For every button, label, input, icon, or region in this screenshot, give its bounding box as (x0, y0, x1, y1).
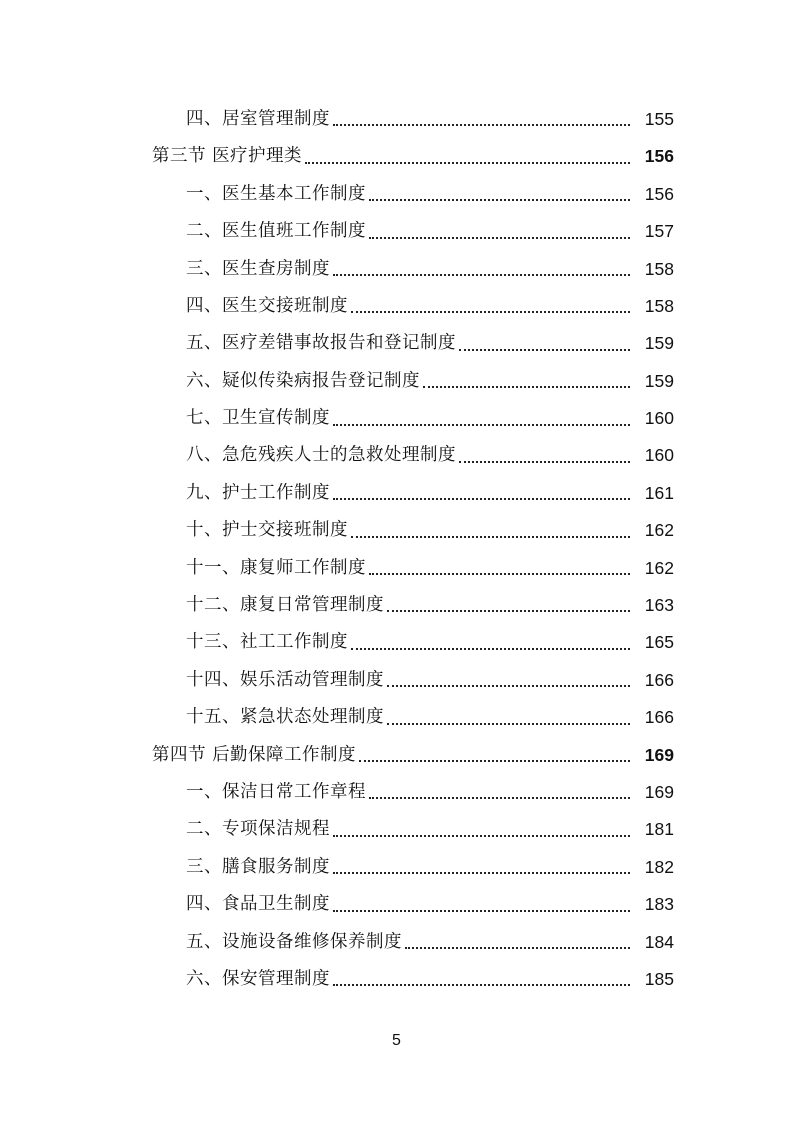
toc-entry-title: 十四、娱乐活动管理制度 (186, 669, 384, 690)
toc-dot-leader (387, 609, 630, 612)
toc-entry[interactable] (0, 849, 793, 886)
toc-entry-page-number: 162 (644, 520, 674, 541)
toc-entry-title: 十、护士交接班制度 (186, 520, 348, 541)
toc-entry[interactable] (0, 624, 793, 661)
toc-entry-page-number: 169 (644, 781, 674, 802)
toc-entry-page-number: 166 (644, 669, 674, 690)
toc-entry-title: 六、保安管理制度 (186, 968, 330, 989)
toc-entry-page-number: 158 (644, 258, 674, 279)
toc-entry[interactable] (0, 961, 793, 998)
toc-entry-title: 四、医生交接班制度 (186, 295, 348, 316)
toc-entry[interactable] (0, 213, 793, 250)
toc-entry[interactable] (0, 101, 793, 138)
toc-entry-title: 七、卫生宣传制度 (186, 408, 330, 429)
toc-entry-page-number: 158 (644, 295, 674, 316)
toc-dot-leader (387, 722, 630, 725)
toc-entry-title: 一、医生基本工作制度 (186, 183, 366, 204)
toc-entry-title: 九、护士工作制度 (186, 482, 330, 503)
toc-dot-leader (351, 647, 630, 650)
toc-entry-page-number: 159 (644, 333, 674, 354)
toc-section-entry[interactable] (0, 138, 793, 175)
toc-dot-leader (423, 385, 630, 388)
toc-entry-title: 十三、社工工作制度 (186, 632, 348, 653)
toc-entry-title: 第四节 后勤保障工作制度 (152, 744, 357, 765)
toc-entry-page-number: 159 (644, 370, 674, 391)
toc-entry-title: 十一、康复师工作制度 (186, 557, 366, 578)
toc-entry[interactable] (0, 176, 793, 213)
toc-entry-title: 三、医生查房制度 (186, 258, 330, 279)
toc-entry[interactable] (0, 662, 793, 699)
toc-entry[interactable] (0, 438, 793, 475)
toc-dot-leader (333, 273, 630, 276)
toc-entry-title: 八、急危残疾人士的急救处理制度 (186, 445, 456, 466)
toc-dot-leader (369, 236, 630, 239)
toc-entry-page-number: 161 (644, 482, 674, 503)
toc-entry[interactable] (0, 288, 793, 325)
toc-entry-page-number: 160 (644, 408, 674, 429)
toc-entry-page-number: 181 (644, 819, 674, 840)
toc-dot-leader (351, 535, 630, 538)
toc-dot-leader (351, 310, 630, 313)
toc-entry-title: 四、食品卫生制度 (186, 894, 330, 915)
toc-dot-leader (333, 423, 630, 426)
toc-entry-page-number: 182 (644, 856, 674, 877)
toc-entry[interactable] (0, 699, 793, 736)
toc-entry-page-number: 185 (644, 968, 674, 989)
toc-entry-page-number: 184 (644, 931, 674, 952)
toc-entry-title: 六、疑似传染病报告登记制度 (186, 370, 420, 391)
toc-dot-leader (333, 834, 630, 837)
toc-entry[interactable] (0, 400, 793, 437)
toc-dot-leader (369, 572, 630, 575)
toc-entry-page-number: 163 (644, 595, 674, 616)
toc-entry[interactable] (0, 363, 793, 400)
toc-entry-page-number: 166 (644, 707, 674, 728)
toc-dot-leader (333, 909, 630, 912)
toc-entry-page-number: 156 (644, 146, 674, 167)
toc-entry-title: 三、膳食服务制度 (186, 856, 330, 877)
toc-entry-title: 五、设施设备维修保养制度 (186, 931, 402, 952)
toc-entry[interactable] (0, 924, 793, 961)
toc-dot-leader (369, 796, 630, 799)
toc-entry[interactable] (0, 512, 793, 549)
toc-entry[interactable] (0, 550, 793, 587)
toc-entry-title: 第三节 医疗护理类 (152, 146, 303, 167)
toc-entry-title: 十二、康复日常管理制度 (186, 595, 384, 616)
toc-entry-page-number: 157 (644, 221, 674, 242)
toc-entry[interactable] (0, 811, 793, 848)
toc-dot-leader (333, 871, 630, 874)
toc-entry-title: 四、居室管理制度 (186, 108, 330, 129)
toc-entry[interactable] (0, 475, 793, 512)
toc-entry-page-number: 165 (644, 632, 674, 653)
toc-section-entry[interactable] (0, 737, 793, 774)
toc-entry-title: 一、保洁日常工作章程 (186, 781, 366, 802)
toc-entry[interactable] (0, 251, 793, 288)
toc-entry-title: 二、医生值班工作制度 (186, 221, 366, 242)
toc-dot-leader (459, 460, 630, 463)
table-of-contents (0, 101, 793, 998)
toc-dot-leader (305, 161, 630, 164)
toc-entry-page-number: 155 (644, 108, 674, 129)
toc-entry-page-number: 183 (644, 894, 674, 915)
toc-entry[interactable] (0, 774, 793, 811)
toc-dot-leader (333, 123, 630, 126)
toc-entry[interactable] (0, 587, 793, 624)
toc-entry-page-number: 156 (644, 183, 674, 204)
toc-dot-leader (333, 497, 630, 500)
toc-dot-leader (405, 946, 630, 949)
toc-dot-leader (369, 198, 630, 201)
toc-dot-leader (387, 684, 630, 687)
toc-dot-leader (359, 759, 630, 762)
toc-dot-leader (333, 983, 630, 986)
toc-entry-title: 五、医疗差错事故报告和登记制度 (186, 333, 456, 354)
page-number: 5 (392, 1032, 401, 1049)
toc-entry-page-number: 160 (644, 445, 674, 466)
toc-entry-title: 二、专项保洁规程 (186, 819, 330, 840)
toc-entry-title: 十五、紧急状态处理制度 (186, 707, 384, 728)
toc-dot-leader (459, 348, 630, 351)
toc-entry[interactable] (0, 325, 793, 362)
toc-entry-page-number: 169 (644, 744, 674, 765)
toc-entry-page-number: 162 (644, 557, 674, 578)
toc-entry[interactable] (0, 886, 793, 923)
